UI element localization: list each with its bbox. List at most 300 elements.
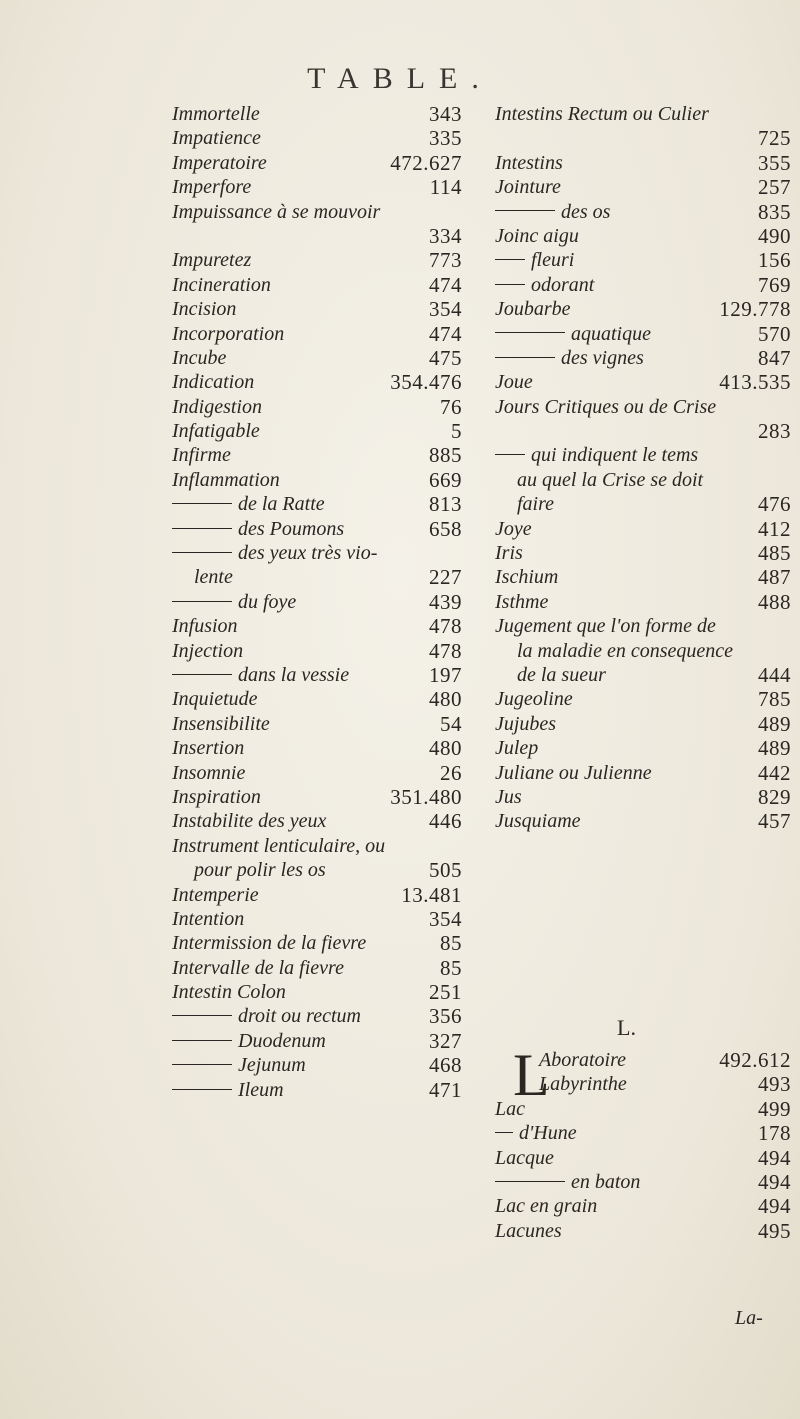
index-entry [495,395,791,419]
entry-term [495,322,651,346]
entry-text: Insensibilite [172,712,270,735]
index-entry [172,883,462,907]
entry-term [495,614,716,638]
ditto-dash [495,1132,513,1133]
page-reference: 487 [758,565,791,590]
page-title: TABLE. [307,62,493,95]
entry-text: du foye [238,590,297,613]
page-reference: 178 [758,1121,791,1146]
entry-text: de la sueur [517,663,606,686]
entry-term [495,200,610,224]
page-reference: 197 [429,662,462,687]
entry-term [172,639,243,663]
index-entry [495,565,791,589]
ditto-dash [172,1040,232,1041]
index-entry [495,541,791,565]
entry-text: Infusion [172,615,238,638]
entry-term [495,1097,525,1121]
entry-term [495,1146,554,1170]
entry-term [172,809,326,833]
index-entry [172,395,462,419]
entry-term [172,346,226,370]
ditto-dash [172,1089,232,1090]
entry-text: Inflammation [172,468,280,491]
page-reference: 257 [758,175,791,200]
ditto-dash [172,601,232,602]
index-entry [172,614,462,638]
entry-term [172,931,366,955]
entry-term [517,468,703,492]
entry-term [495,151,563,175]
index-entry [172,590,462,614]
entry-text: Intention [172,907,245,930]
page-reference: 773 [429,248,462,273]
index-entry [495,419,791,443]
entry-text: Aboratoire [539,1049,627,1071]
entry-text: Immortelle [172,103,260,125]
index-entry [495,151,791,175]
entry-term [172,200,380,224]
page-reference: 489 [758,736,791,761]
index-entry [172,834,462,858]
page-reference: 474 [429,272,462,297]
page-reference: 85 [440,931,462,956]
ditto-dash [495,284,525,285]
index-entry [172,761,462,785]
entry-term [495,736,538,760]
entry-text: Impuretez [172,249,252,272]
entry-term [172,175,251,199]
page-reference: 227 [429,565,462,590]
ditto-dash [172,503,232,504]
index-entry [172,224,462,248]
entry-text: Jointure [495,176,561,199]
entry-term [172,443,231,467]
entry-text: fleuri [531,249,575,272]
page-reference: 494 [758,1194,791,1219]
index-entry [495,639,791,663]
page-reference: 475 [429,345,462,370]
page-reference: 129.778 [719,297,791,322]
entry-text: Infatigable [172,420,260,443]
entry-text: Jusquiame [495,810,581,833]
entry-text: Iris [495,542,523,565]
index-entry [495,370,791,394]
index-entry [495,297,791,321]
entry-text: Instabilite des yeux [172,810,327,833]
page-reference: 478 [429,638,462,663]
entry-term [172,1029,326,1053]
entry-text: des Poumons [238,517,345,540]
index-entry [172,443,462,467]
index-entry [172,102,462,126]
index-entry [495,468,791,492]
page-reference: 570 [758,321,791,346]
page-reference: 76 [440,394,462,419]
entry-term [172,468,280,492]
entry-text: pour polir les os [194,859,326,882]
entry-text: qui indiquent le tems [531,444,699,467]
page-reference: 334 [429,223,462,248]
page-reference: 412 [758,516,791,541]
page-reference: 829 [758,784,791,809]
index-entry [172,248,462,272]
page-reference: 658 [429,516,462,541]
entry-term [495,761,652,785]
entry-term [172,687,258,711]
entry-text: droit ou rectum [238,1005,361,1028]
entry-text: des os [561,200,611,223]
entry-term [172,785,261,809]
entry-text: Isthme [495,590,549,613]
entry-term [172,907,244,931]
index-column-left [172,102,462,1102]
index-entry [495,809,791,833]
entry-text: Inspiration [172,785,261,808]
page-reference: 439 [429,589,462,614]
page-reference: 283 [758,419,791,444]
ditto-dash [172,528,232,529]
index-entry [495,1194,791,1218]
entry-text: Intermission de la fievre [172,932,367,955]
index-entry [495,517,791,541]
entry-text: au quel la Crise se doit [517,468,704,491]
entry-text: Incineration [172,273,271,296]
ditto-dash [495,357,555,358]
index-entry [172,517,462,541]
index-entry [172,1078,462,1102]
page-reference: 725 [758,126,791,151]
index-entry [172,370,462,394]
entry-text: Juliane ou Julienne [495,761,652,784]
index-entry [172,931,462,955]
page-reference: 485 [758,541,791,566]
entry-term [172,834,385,858]
index-entry [172,126,462,150]
page-reference: 444 [758,662,791,687]
page-reference: 476 [758,492,791,517]
index-entry [495,1097,791,1121]
entry-term [172,590,296,614]
index-entry [172,663,462,687]
index-entry [172,736,462,760]
index-entry [495,1170,791,1194]
ditto-dash [172,1064,232,1065]
entry-text: Instrument lenticulaire, ou [172,834,386,857]
page-reference: 356 [429,1004,462,1029]
page-reference: 446 [429,809,462,834]
entry-text: Insertion [172,737,245,760]
entry-term [194,565,233,589]
entry-text: Imperfore [172,176,252,199]
page-reference: 413.535 [719,370,791,395]
index-entry [172,273,462,297]
index-entry [495,1146,791,1170]
page-reference: 156 [758,248,791,273]
entry-term [495,541,523,565]
index-entry [495,224,791,248]
entry-text: Impuissance à se mouvoir [172,200,381,223]
page-reference: 354.476 [390,370,462,395]
index-entry [172,907,462,931]
entry-term [495,590,548,614]
entry-term [172,322,284,346]
page-reference: 813 [429,492,462,517]
index-entry [495,200,791,224]
index-entry [172,687,462,711]
ditto-dash [495,210,555,211]
index-entry [172,541,462,565]
entry-term [495,443,698,467]
entry-term [172,395,262,419]
entry-text: Intemperie [172,883,259,906]
entry-text: Julep [495,737,539,760]
entry-term [495,175,561,199]
page-reference: 343 [429,102,462,126]
entry-term [495,248,574,272]
entry-term [517,492,554,516]
page-reference: 505 [429,858,462,883]
page-reference: 442 [758,760,791,785]
index-entry [495,687,791,711]
entry-text: aquatique [571,322,651,345]
page-reference: 847 [758,345,791,370]
entry-text: la maladie en consequence [517,639,734,662]
entry-term [172,126,261,150]
page-reference: 495 [758,1218,791,1243]
page-reference: 885 [429,443,462,468]
ditto-dash [495,259,525,260]
entry-term [495,1170,640,1194]
index-entry [172,468,462,492]
entry-term [172,1078,284,1102]
page-reference: 327 [429,1028,462,1053]
page-reference: 474 [429,321,462,346]
page-reference: 251 [429,980,462,1005]
page-reference: 457 [758,809,791,834]
index-entry [172,200,462,224]
index-entry [172,322,462,346]
entry-text: Joue [495,371,533,394]
page-reference: 85 [440,955,462,980]
entry-term [495,565,558,589]
entry-term [172,517,344,541]
entry-text: Incorporation [172,322,285,345]
index-entry [495,1072,791,1096]
index-entry [172,419,462,443]
entry-term [495,297,571,321]
page-reference: 490 [758,223,791,248]
index-entry [172,346,462,370]
entry-text: Jujubes [495,712,557,735]
index-entry [172,1053,462,1077]
page-reference: 478 [429,614,462,639]
page-reference: 480 [429,687,462,712]
ditto-dash [495,1181,565,1182]
entry-term [495,273,594,297]
page-reference: 494 [758,1169,791,1194]
page-reference: 480 [429,736,462,761]
entry-text: Ileum [238,1078,284,1101]
entry-term [172,736,244,760]
ditto-dash [495,454,525,455]
page-reference: 5 [451,419,462,444]
index-entry [495,663,791,687]
entry-text: Inquietude [172,688,258,711]
index-column-right [495,102,791,834]
ditto-dash [172,1015,232,1016]
entry-text: Jus [495,785,522,808]
entry-text: Lac en grain [495,1195,598,1218]
entry-term [495,370,533,394]
index-entry [172,1029,462,1053]
index-column-section [495,1048,791,1243]
entry-term [495,785,522,809]
index-entry [172,639,462,663]
index-entry [495,1219,791,1243]
entry-term [172,663,349,687]
page-reference: 494 [758,1145,791,1170]
entry-text: en baton [571,1170,641,1193]
entry-text: Intestins [495,151,563,174]
entry-term [172,956,344,980]
index-entry [495,126,791,150]
index-entry [172,175,462,199]
page-reference: 499 [758,1096,791,1121]
index-entry [172,956,462,980]
section-letter: L. [617,1015,636,1040]
index-entry [495,1048,791,1072]
entry-text: Jejunum [238,1054,306,1077]
entry-text: de la Ratte [238,493,325,516]
index-entry [495,736,791,760]
entry-text: faire [517,493,555,516]
entry-term [495,395,716,419]
entry-term [172,614,238,638]
entry-term [172,541,377,565]
entry-text: Indigestion [172,395,262,418]
entry-text: Insomnie [172,761,246,784]
drop-cap: L [513,1042,550,1108]
page-reference: 472.627 [390,150,462,175]
index-entry [495,248,791,272]
entry-text: Joubarbe [495,298,571,321]
index-entry [172,858,462,882]
index-entry [495,443,791,467]
entry-term [172,712,270,736]
index-entry [172,785,462,809]
page-reference: 492.612 [719,1048,791,1072]
entry-text: dans la vessie [238,663,350,686]
entry-term [172,273,271,297]
index-entry [495,712,791,736]
entry-term [172,980,286,1004]
entry-term [495,1219,562,1243]
index-entry [172,297,462,321]
index-entry [495,590,791,614]
index-entry [495,1121,791,1145]
entry-term [172,248,251,272]
page-reference: 354 [429,297,462,322]
entry-text: Lacunes [495,1219,562,1242]
entry-term [495,1194,597,1218]
page-reference: 335 [429,126,462,151]
entry-text: Ischium [495,566,559,589]
page-reference: 488 [758,589,791,614]
entry-text: d'Hune [519,1122,577,1145]
entry-text: des vignes [561,346,644,369]
index-entry [495,346,791,370]
catchword: La- [735,1307,763,1329]
entry-term [495,346,644,370]
entry-term [495,1121,577,1145]
page-reference: 13.481 [401,882,462,907]
entry-term [495,809,581,833]
entry-term [172,883,259,907]
page-reference: 489 [758,711,791,736]
entry-text: Lac [495,1097,525,1120]
page-reference: 468 [429,1053,462,1078]
entry-term [194,858,326,882]
entry-text: Imperatoire [172,151,267,174]
entry-term [495,102,709,126]
index-entry [172,712,462,736]
entry-text: Jugeoline [495,688,573,711]
entry-text: Jugement que l'on forme de [495,615,716,638]
entry-term [172,297,236,321]
entry-term [172,761,245,785]
entry-term [539,1048,626,1072]
entry-text: lente [194,566,233,589]
entry-term [172,151,267,175]
entry-text: Infirme [172,444,231,467]
page-reference: 471 [429,1077,462,1102]
entry-term [172,419,260,443]
page-reference: 114 [429,175,462,200]
page-reference: 785 [758,687,791,712]
entry-text: Joinc aigu [495,224,579,247]
entry-term [517,639,733,663]
index-entry [495,492,791,516]
index-entry [172,980,462,1004]
entry-term [495,224,579,248]
entry-term [172,370,254,394]
entry-term [172,102,260,126]
page-reference: 355 [758,150,791,175]
entry-text: Duodenum [238,1029,326,1052]
entry-term [172,1053,306,1077]
entry-text: Indication [172,371,255,394]
entry-term [172,492,325,516]
page-reference: 835 [758,199,791,224]
ditto-dash [495,332,565,333]
entry-term [495,687,573,711]
entry-term [495,712,556,736]
index-entry [495,761,791,785]
index-entry [172,492,462,516]
entry-text: Intestins Rectum ou Culier [495,103,709,125]
index-entry [495,614,791,638]
ditto-dash [172,552,232,553]
ditto-dash [172,674,232,675]
entry-text: Injection [172,639,244,662]
index-entry [495,785,791,809]
index-entry [495,175,791,199]
page-reference: 54 [440,711,462,736]
entry-text: Joye [495,517,532,540]
entry-text: Jours Critiques ou de Crise [495,395,717,418]
entry-text: Labyrinthe [539,1073,627,1096]
